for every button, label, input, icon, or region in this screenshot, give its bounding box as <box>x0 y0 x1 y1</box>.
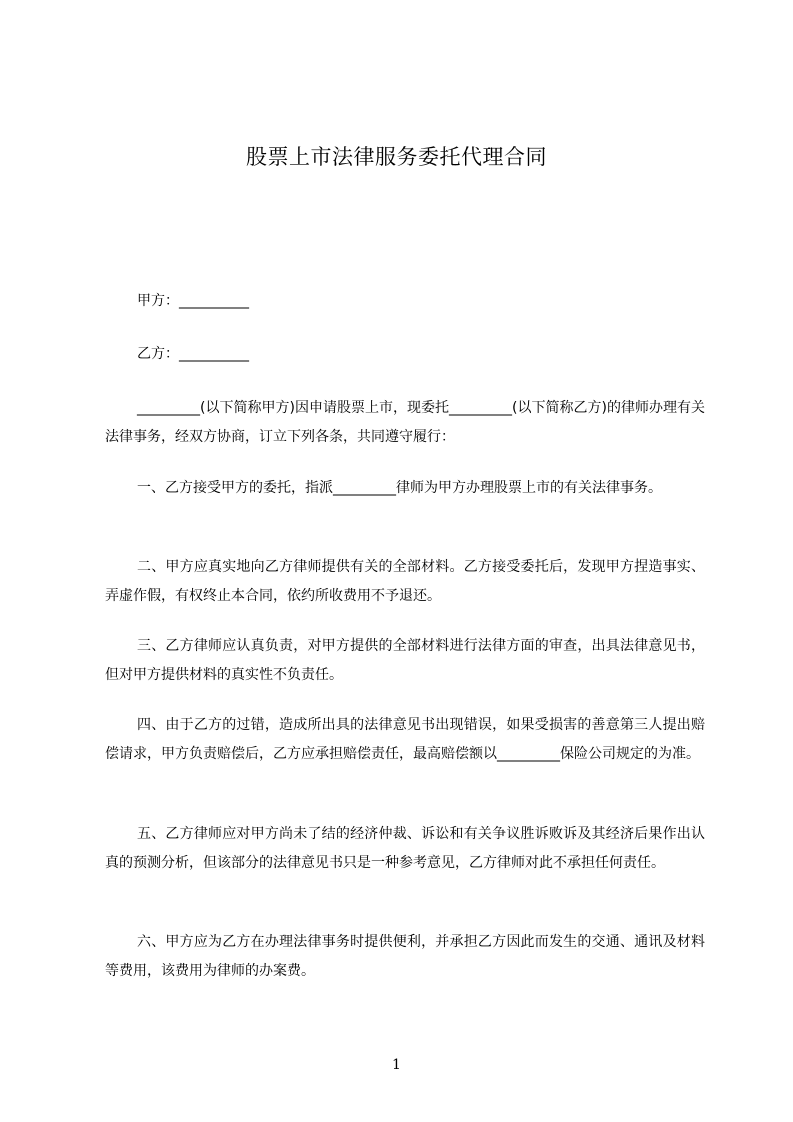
clause-3: 三、乙方律师应认真负责，对甲方提供的全部材料进行法律方面的审查，出具法律意见书，但对甲方提供材料的真实性不负责任。 <box>105 638 705 683</box>
party-b-line: 乙方：__________ <box>137 346 249 362</box>
page-number: 1 <box>392 1057 401 1073</box>
document-title: 股票上市法律服务委托代理合同 <box>246 145 547 169</box>
clause-5: 五、乙方律师应对甲方尚未了结的经济仲裁、诉讼和有关争议胜诉败诉及其经济后果作出认真的预测分析，但该部分的法律意见书只是一种参考意见，乙方律师对此不承担任何责任。 <box>105 826 705 871</box>
intro-paragraph: _________(以下简称甲方)因申请股票上市，现委托_________(以下简称乙方)的律师办理有关法律事务，经双方协商，订立下列各条，共同遵守履行： <box>105 400 705 445</box>
party-a-line: 甲方：__________ <box>137 293 249 309</box>
clause-2: 二、甲方应真实地向乙方律师提供有关的全部材料。乙方接受委托后，发现甲方捏造事实、弄虚作假，有权终止本合同，依约所收费用不予退还。 <box>105 559 705 604</box>
clause-6: 六、甲方应为乙方在办理法律事务时提供便利，并承担乙方因此而发生的交通、通讯及材料等费用，该费用为律师的办案费。 <box>105 934 705 979</box>
clause-1: 一、乙方接受甲方的委托，指派_________律师为甲方办理股票上市的有关法律事务。 <box>137 480 662 496</box>
clause-4: 四、由于乙方的过错，造成所出具的法律意见书出现错误，如果受损害的善意第三人提出赔偿请求，甲方负责赔偿后，乙方应承担赔偿责任，最高赔偿额以_________保险公司规定的为准。 <box>105 717 705 762</box>
